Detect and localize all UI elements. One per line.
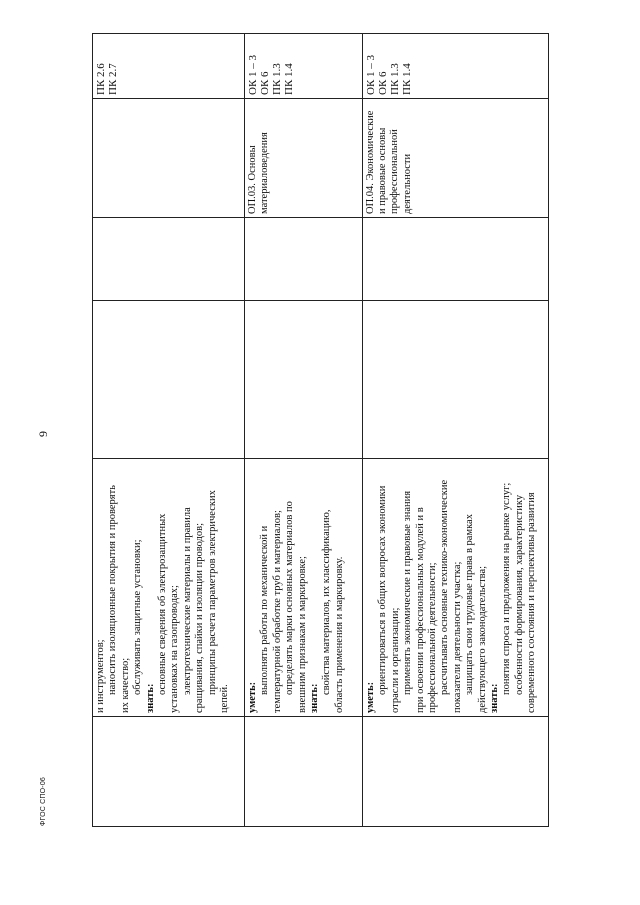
page-number: 9 [36, 431, 50, 437]
content-line: внешним признакам и маркировке; [296, 556, 308, 713]
discipline-cell [93, 99, 245, 218]
content-line: уметь: [247, 681, 258, 713]
discipline-cell [245, 99, 363, 218]
table-row [93, 34, 245, 827]
discipline-line: ОП.03. Основы [247, 145, 258, 214]
content-line: знать: [309, 683, 321, 713]
content-line: понятия спроса и предложения на рынке услуг; [501, 482, 513, 695]
content-line: знать: [489, 683, 501, 713]
content-line: применять экономические и правовые знания [402, 490, 414, 695]
content-line: при освоении профессиональных модулей и в [414, 507, 426, 713]
table-row [245, 34, 363, 827]
competency-code: ПК 2.7 [107, 63, 119, 95]
content-line: их качество; [119, 657, 131, 713]
competencies-cell [245, 34, 363, 99]
footer-label: ФГОС СПО-06 [40, 776, 47, 826]
competency-code: ПК 1.3 [389, 63, 401, 95]
content-cell [245, 459, 363, 717]
discipline-line: профессиональной [389, 129, 401, 214]
content-line: знать: [144, 683, 156, 713]
content-line: принципы расчета параметров электрических [206, 490, 218, 695]
content-line: уметь: [365, 681, 376, 713]
discipline-line: материаловедения [259, 132, 271, 214]
rotated-table-container [92, 34, 548, 827]
discipline-cell [363, 99, 549, 218]
hours-class-cell [93, 218, 245, 301]
content-line: свойства материалов, их классификацию, [321, 509, 333, 695]
content-line: обслуживать защитные установки; [132, 539, 144, 695]
content-line: основные сведения об электрозащитных [157, 513, 169, 695]
competency-code: ОК 6 [377, 71, 389, 95]
content-line: выполнять работы по механической и [259, 525, 271, 695]
competency-code: ПК 1.4 [283, 63, 295, 95]
curriculum-table [92, 33, 549, 827]
content-line: особенности формирования, характеристику [513, 494, 525, 695]
content-line: установках на газопроводах; [169, 585, 181, 713]
content-line: действующего законодательства; [476, 565, 488, 713]
content-line: область применения и маркировку. [333, 556, 345, 713]
hours-max-cell [93, 301, 245, 459]
competencies-cell [93, 34, 245, 99]
code-cell [245, 717, 363, 827]
competency-code: ОК 1 – 3 [365, 54, 377, 95]
hours-class-cell [245, 218, 363, 301]
competency-code: ПК 2.6 [95, 63, 107, 95]
competency-code: ОК 1 – 3 [247, 54, 259, 95]
code-cell [363, 717, 549, 827]
content-line: сращивания, спайки и изоляции проводов; [194, 522, 206, 713]
hours-max-cell [245, 301, 363, 459]
content-line: определять марки основных материалов по [284, 501, 296, 695]
content-line: и инструментов; [95, 639, 106, 713]
content-line: цепей. [219, 684, 231, 713]
content-line: отрасли и организации; [389, 607, 401, 713]
content-line: защищать свои трудовые права в рамках [464, 514, 476, 695]
discipline-line: деятельности [401, 153, 413, 214]
hours-max-cell [363, 301, 549, 459]
content-line: электротехнические материалы и правила [181, 507, 193, 695]
competency-code: ПК 1.3 [271, 63, 283, 95]
content-line: температурной обработке труб и материалов; [271, 510, 283, 713]
code-cell [93, 717, 245, 827]
table-row [363, 34, 549, 827]
discipline-line: и правовые основы [377, 127, 389, 214]
content-line: профессиональной деятельности; [427, 562, 439, 713]
content-line: показатели деятельности участка; [451, 561, 463, 713]
content-cell [93, 459, 245, 717]
content-line: наносить изоляционные покрытия и проверять [107, 485, 119, 695]
content-line: ориентироваться в общих вопросах экономики [377, 485, 389, 695]
competency-code: ОК 6 [259, 71, 271, 95]
competencies-cell [363, 34, 549, 99]
content-cell [363, 459, 549, 717]
discipline-line: ОП.04. Экономические [365, 110, 376, 214]
hours-class-cell [363, 218, 549, 301]
content-line: современного состояния и перспективы развития [526, 492, 538, 713]
competency-code: ПК 1.4 [401, 63, 413, 95]
content-line: рассчитывать основные технико-экономические [439, 479, 451, 695]
